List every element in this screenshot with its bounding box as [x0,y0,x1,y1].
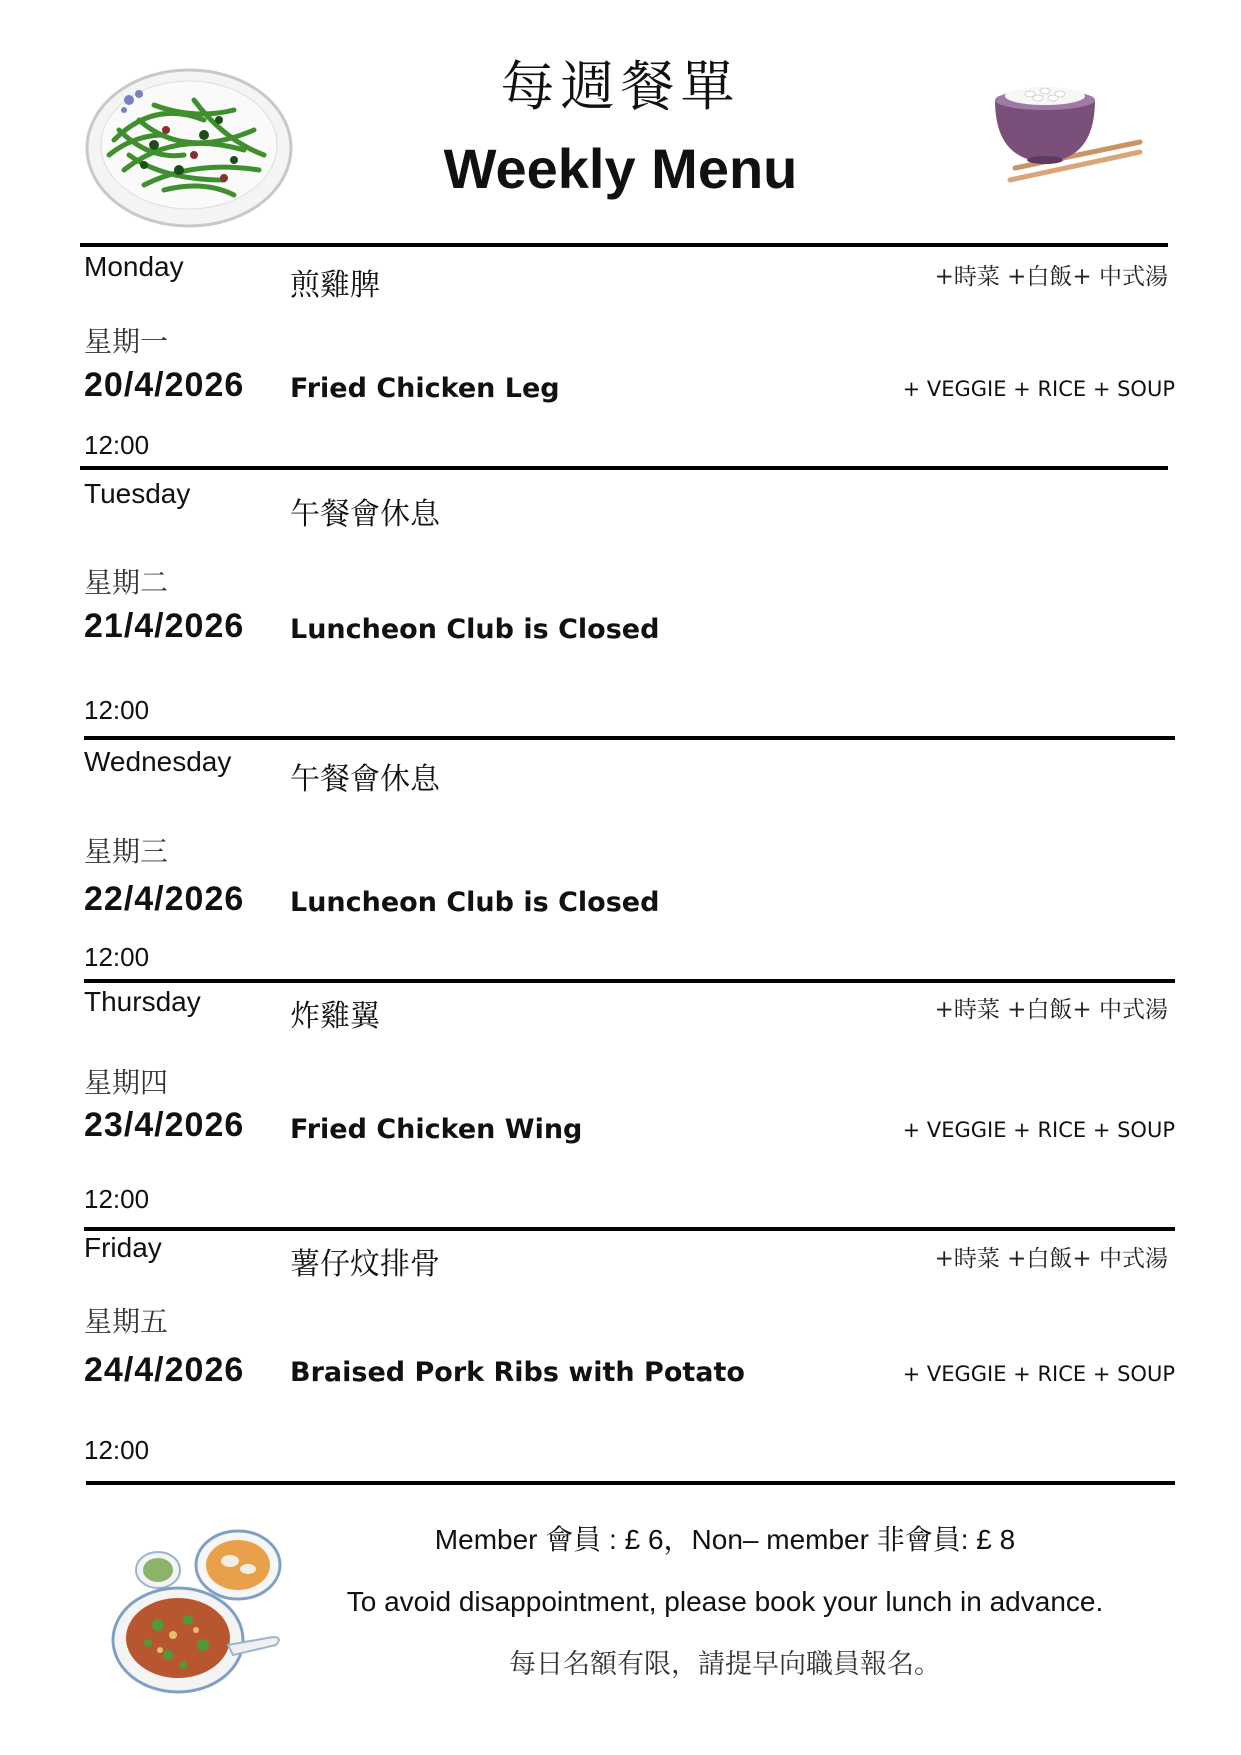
dish-name-cn: 午餐會休息 [290,497,440,532]
date: 23/4/2026 [84,1106,245,1144]
date: 21/4/2026 [84,607,245,645]
rule-friday [86,1481,1175,1485]
dish-name-cn: 午餐會休息 [290,762,440,797]
day-name-cn: 星期五 [84,1305,169,1338]
dish-name-en: Luncheon Club is Closed [290,614,660,645]
rule-wednesday [84,979,1175,983]
side-dishes-cn: +時菜 +白飯+ 中式湯 [934,1246,1168,1272]
day-name-cn: 星期三 [84,835,169,868]
side-dishes-en: + VEGGIE + RICE + SOUP [902,1362,1175,1386]
rule-thursday [84,1227,1175,1231]
side-dishes-en: + VEGGIE + RICE + SOUP [902,1118,1175,1142]
dish-name-cn: 煎雞脾 [290,268,380,303]
dish-name-en: Fried Chicken Wing [290,1114,583,1145]
rice-bowl-chopsticks-icon [990,80,1160,190]
time: 12:00 [84,1184,150,1214]
dish-name-cn: 炸雞翼 [290,999,380,1034]
day-name-cn: 星期四 [84,1066,169,1099]
price-info: Member 會員 : £ 6，Non– member 非會員: £ 8 [434,1524,1016,1555]
rule-top [80,243,1168,247]
side-dishes-cn: +時菜 +白飯+ 中式湯 [934,264,1168,290]
day-name-cn: 星期二 [84,566,169,599]
booking-note-cn: 每日名額有限，請提早向職員報名。 [509,1649,941,1680]
time: 12:00 [84,1435,150,1465]
day-name-en: Wednesday [84,746,232,777]
time: 12:00 [84,430,150,460]
booking-advice: To avoid disappointment, please book your lunch in advance. [346,1586,1104,1617]
dish-name-en: Luncheon Club is Closed [290,887,660,918]
side-dishes-en: + VEGGIE + RICE + SOUP [902,377,1175,401]
dishes-icon [108,1525,288,1695]
dish-name-en: Fried Chicken Leg [290,373,560,404]
dish-name-cn: 薯仔炆排骨 [290,1247,440,1282]
day-name-en: Monday [84,251,184,282]
title-english: Weekly Menu [443,137,798,200]
dish-name-en: Braised Pork Ribs with Potato [290,1357,745,1388]
date: 22/4/2026 [84,880,245,918]
time: 12:00 [84,942,150,972]
rule-monday [80,466,1168,470]
day-name-en: Thursday [84,986,201,1017]
day-name-en: Tuesday [84,478,191,509]
side-dishes-cn: +時菜 +白飯+ 中式湯 [934,997,1168,1023]
day-name-cn: 星期一 [84,325,169,358]
day-name-en: Friday [84,1232,162,1263]
date: 20/4/2026 [84,366,245,404]
rule-tuesday [84,736,1175,740]
time: 12:00 [84,695,150,725]
title-chinese: 每週餐單 [500,55,741,118]
date: 24/4/2026 [84,1351,245,1389]
